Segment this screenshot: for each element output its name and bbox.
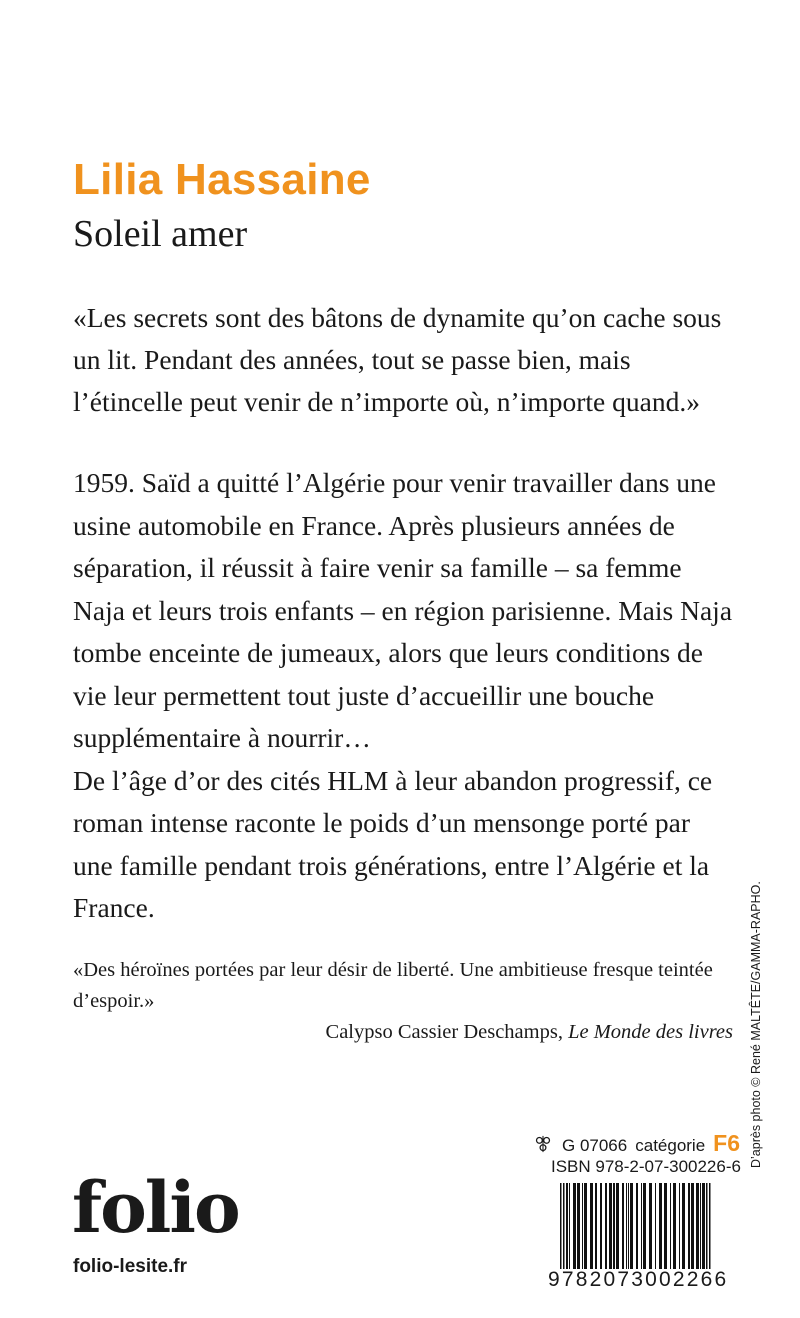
press-quote: «Des héroïnes portées par leur désir de liberté. Une ambitieuse fresque teintée d’espoir.» <box>73 959 713 1012</box>
barcode <box>548 1183 729 1291</box>
barcode-number: 9782073002266 <box>548 1268 729 1291</box>
epigraph-quote: «Les secrets sont des bâtons de dynamite qu’on cache sous un lit. Pendant des années, tout se passe bien, mais l’étincelle peut venir de n’importe où, n’importe quand.» <box>73 302 722 417</box>
isbn-text: ISBN 978-2-07-300226-6 <box>551 1157 741 1176</box>
synopsis <box>73 462 733 930</box>
press-review <box>73 955 733 1048</box>
book-title: Soleil amer <box>73 213 248 255</box>
category-label: catégorie <box>635 1136 706 1155</box>
press-critic: Calypso Cassier Deschamps, <box>325 1021 569 1043</box>
synopsis-paragraph-1: 1959. Saïd a quitté l’Algérie pour venir travailler dans une usine automobile en France. Après plusieurs années de séparation, il réussit à faire venir sa famille – sa femme Naja et leurs trois enfants – en région parisienne. Mais Naja tombe enceinte de jumeaux, alors que leurs conditions de vie leur permettent tout juste d’accueillir une bouche supplémentaire à nourrir… <box>73 467 733 753</box>
catalog-code: G 07066 <box>562 1136 628 1155</box>
press-source <box>73 1017 733 1048</box>
folio-fleuron-icon <box>534 1135 552 1153</box>
publisher-website: folio-lesite.fr <box>73 1256 188 1277</box>
synopsis-paragraph-2: De l’âge d’or des cités HLM à leur abandon progressif, ce roman intense raconte le poids d’un mensonge porté par une famille pendant trois générations, entre l’Algérie et la France. <box>73 764 713 923</box>
category-code: F6 <box>713 1130 741 1156</box>
press-publication: Le Monde des livres <box>568 1021 733 1043</box>
catalog-line <box>534 1130 740 1157</box>
author-name: Lilia Hassaine <box>73 155 371 204</box>
photo-credit: D’après photo © René MALTÊTE/GAMMA-RAPHO. <box>749 881 763 1168</box>
folio-logo: folio <box>72 1166 239 1249</box>
